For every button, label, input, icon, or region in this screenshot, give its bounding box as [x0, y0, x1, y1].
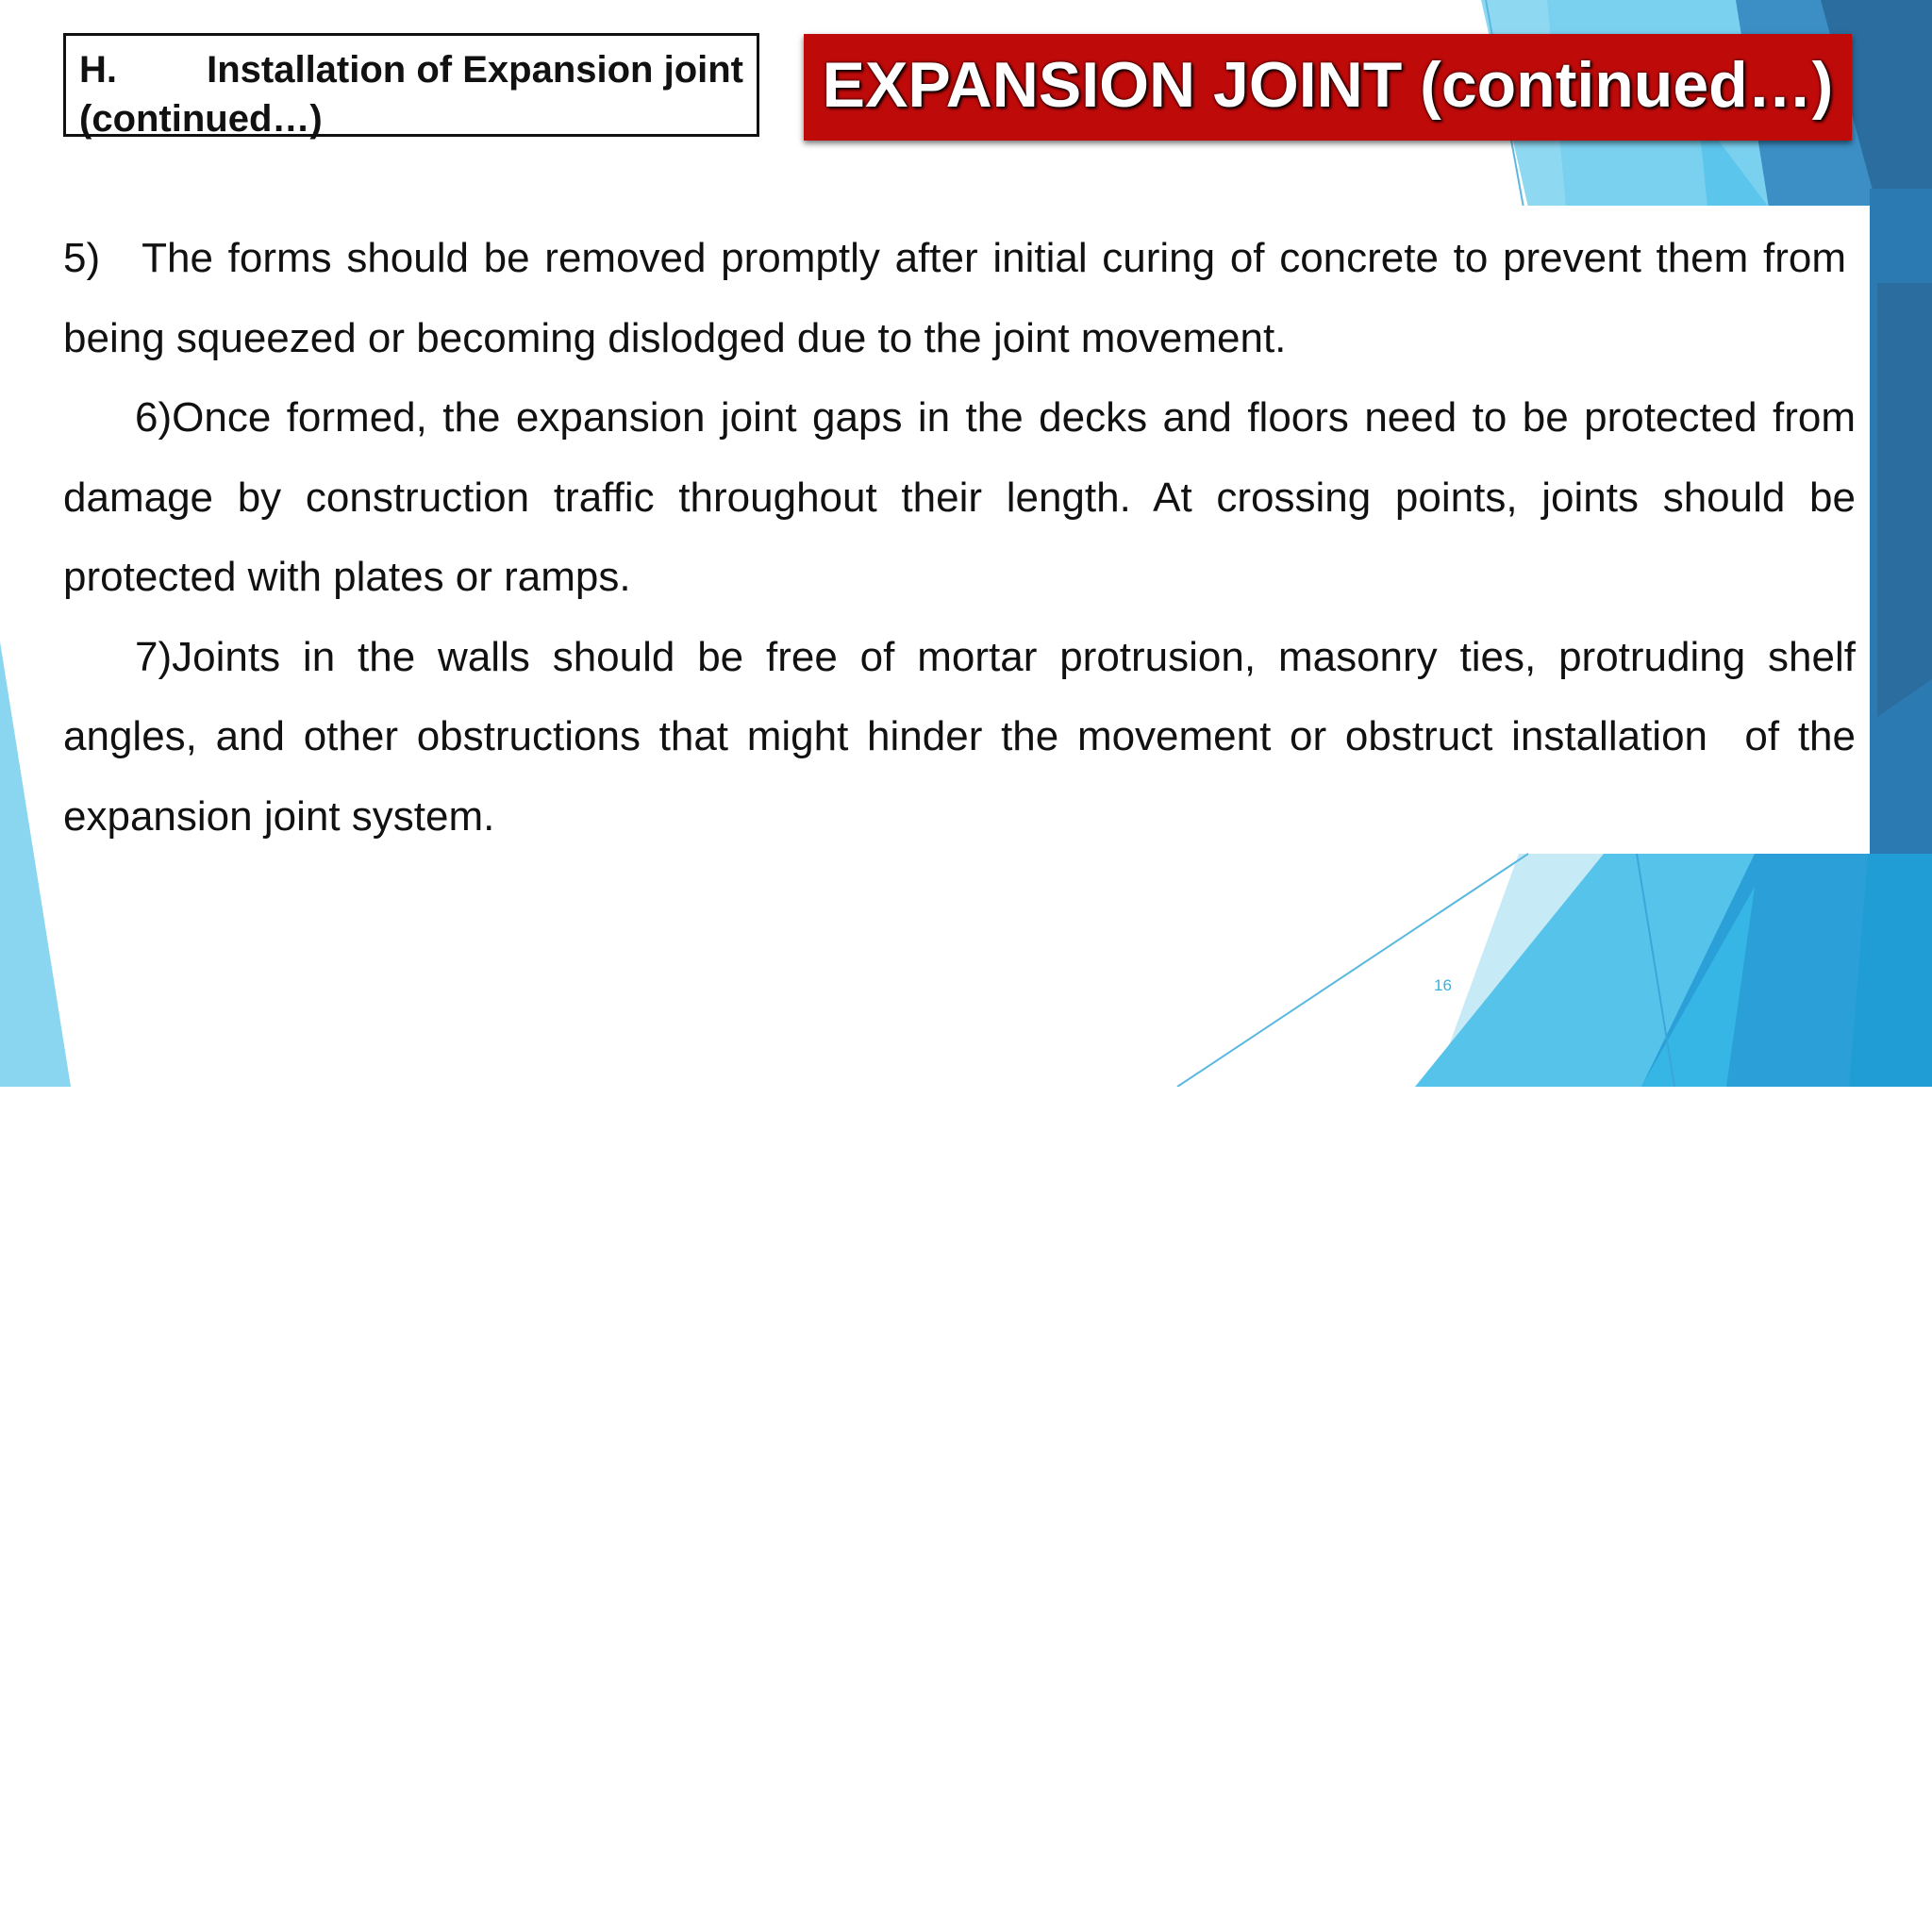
paragraph-6: 6)Once formed, the expansion joint gaps in the decks and floors need to be protected from damage by construction traffic throughout their length. At crossing points, joints should be protected with plates or ramps. [63, 394, 1856, 600]
body-text [63, 219, 1856, 857]
paragraph-7: 7)Joints in the walls should be free of mortar protrusion, masonry ties, protruding shelf angles, and other obstructions that might hinder the movement or obstruct installation of the expansion joint system. [63, 633, 1856, 840]
slide-title: EXPANSION JOINT (continued…) [822, 49, 1834, 121]
section-heading-continued: (continued…) [79, 98, 323, 140]
title-banner [804, 34, 1852, 141]
decor-shape [1877, 283, 1932, 717]
section-heading-title: Installation of Expansion joint [207, 49, 743, 91]
page-number: 16 [1434, 976, 1452, 994]
paragraph-5: 5) The forms should be removed promptly after initial curing of concrete to prevent them from being squeezed or becoming dislodged due to the joint movement. [63, 235, 1846, 361]
section-heading-prefix: H. [79, 49, 117, 91]
section-heading-box [63, 33, 759, 140]
